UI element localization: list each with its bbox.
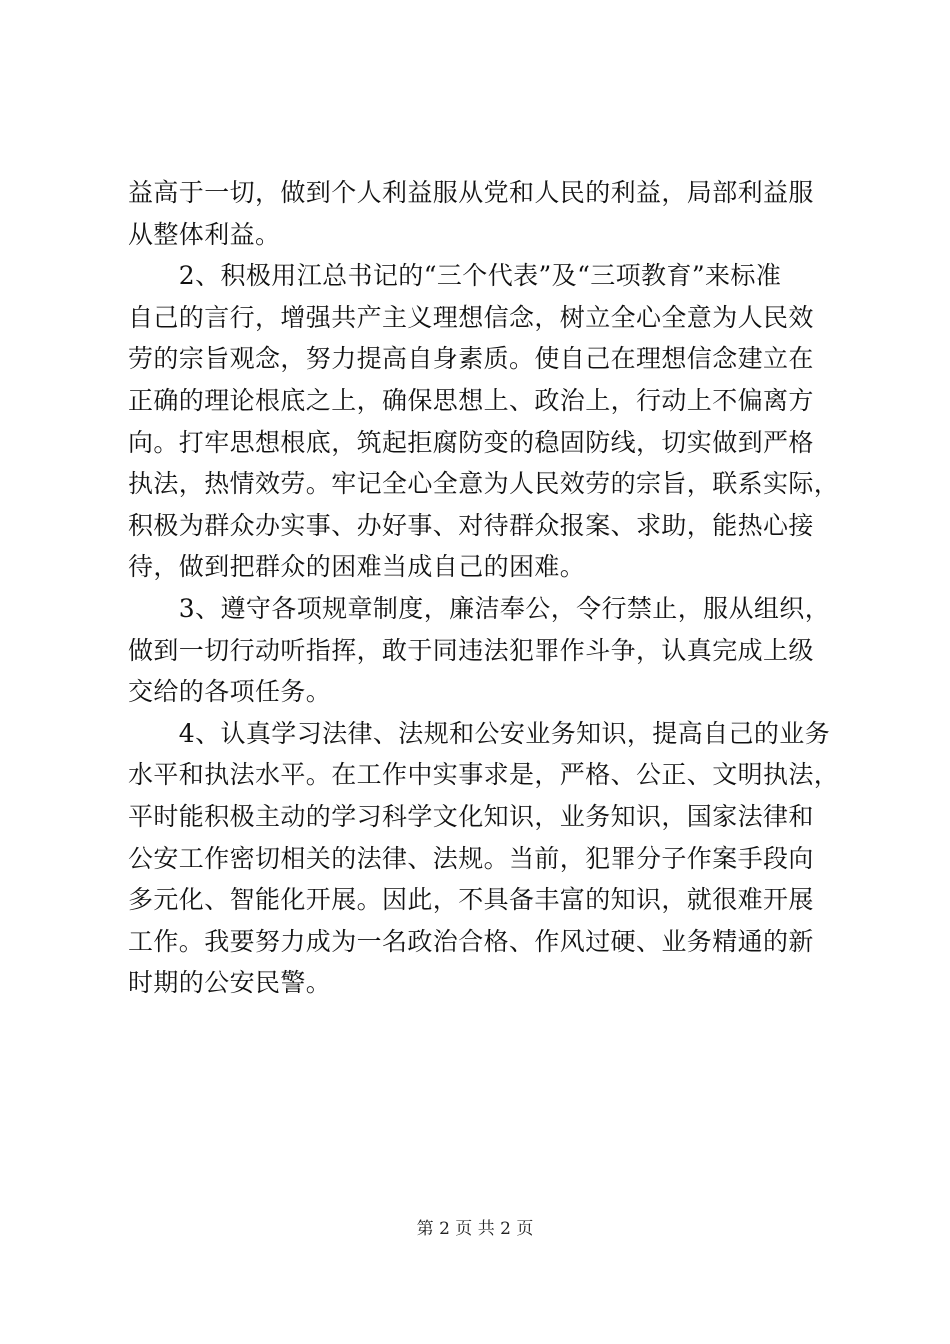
text-line: 积极为群众办实事、办好事、对待群众报案、求助，能热心接: [128, 510, 814, 540]
text-line: 交给的各项任务。: [128, 677, 332, 707]
text-line: 执法，热情效劳。牢记全心全意为人民效劳的宗旨，联系实际，: [128, 469, 840, 499]
text-line: 多元化、智能化开展。因此，不具备丰富的知识，就很难开展: [128, 885, 814, 915]
text-line: 正确的理论根底之上，确保思想上、政治上，行动上不偏离方: [128, 385, 814, 415]
text-line: 自己的言行，增强共产主义理想信念，树立全心全意为人民效: [128, 302, 814, 332]
text-line: 3、遵守各项规章制度，廉洁奉公，令行禁止，服从组织，: [128, 593, 831, 623]
document-body: [128, 172, 840, 1004]
text-line: 时期的公安民警。: [128, 968, 332, 998]
text-line: 做到一切行动听指挥，敢于同违法犯罪作斗争，认真完成上级: [128, 635, 814, 665]
text-line: 益高于一切，做到个人利益服从党和人民的利益，局部利益服: [128, 178, 814, 207]
text-line: 待，做到把群众的困难当成自己的困难。: [128, 552, 586, 582]
text-line: 水平和执法水平。在工作中实事求是，严格、公正、文明执法，: [128, 760, 840, 790]
text-line: 向。打牢思想根底，筑起拒腐防变的稳固防线，切实做到严格: [128, 427, 814, 457]
text-line: 从整体利益。: [128, 219, 281, 249]
text-line: 公安工作密切相关的法律、法规。当前，犯罪分子作案手段向: [128, 843, 814, 873]
page-number-footer: 第 2 页 共 2 页: [416, 1219, 534, 1239]
text-line: 平时能积极主动的学习科学文化知识，业务知识，国家法律和: [128, 801, 814, 831]
text-line: 工作。我要努力成为一名政治合格、作风过硬、业务精通的新: [128, 926, 814, 956]
text-line: 2、积极用江总书记的“三个代表”及“三项教育”来标准: [128, 261, 782, 291]
text-line: 劳的宗旨观念，努力提高自身素质。使自己在理想信念建立在: [128, 344, 814, 374]
text-line: 4、认真学习法律、法规和公安业务知识，提高自己的业务: [128, 718, 831, 748]
